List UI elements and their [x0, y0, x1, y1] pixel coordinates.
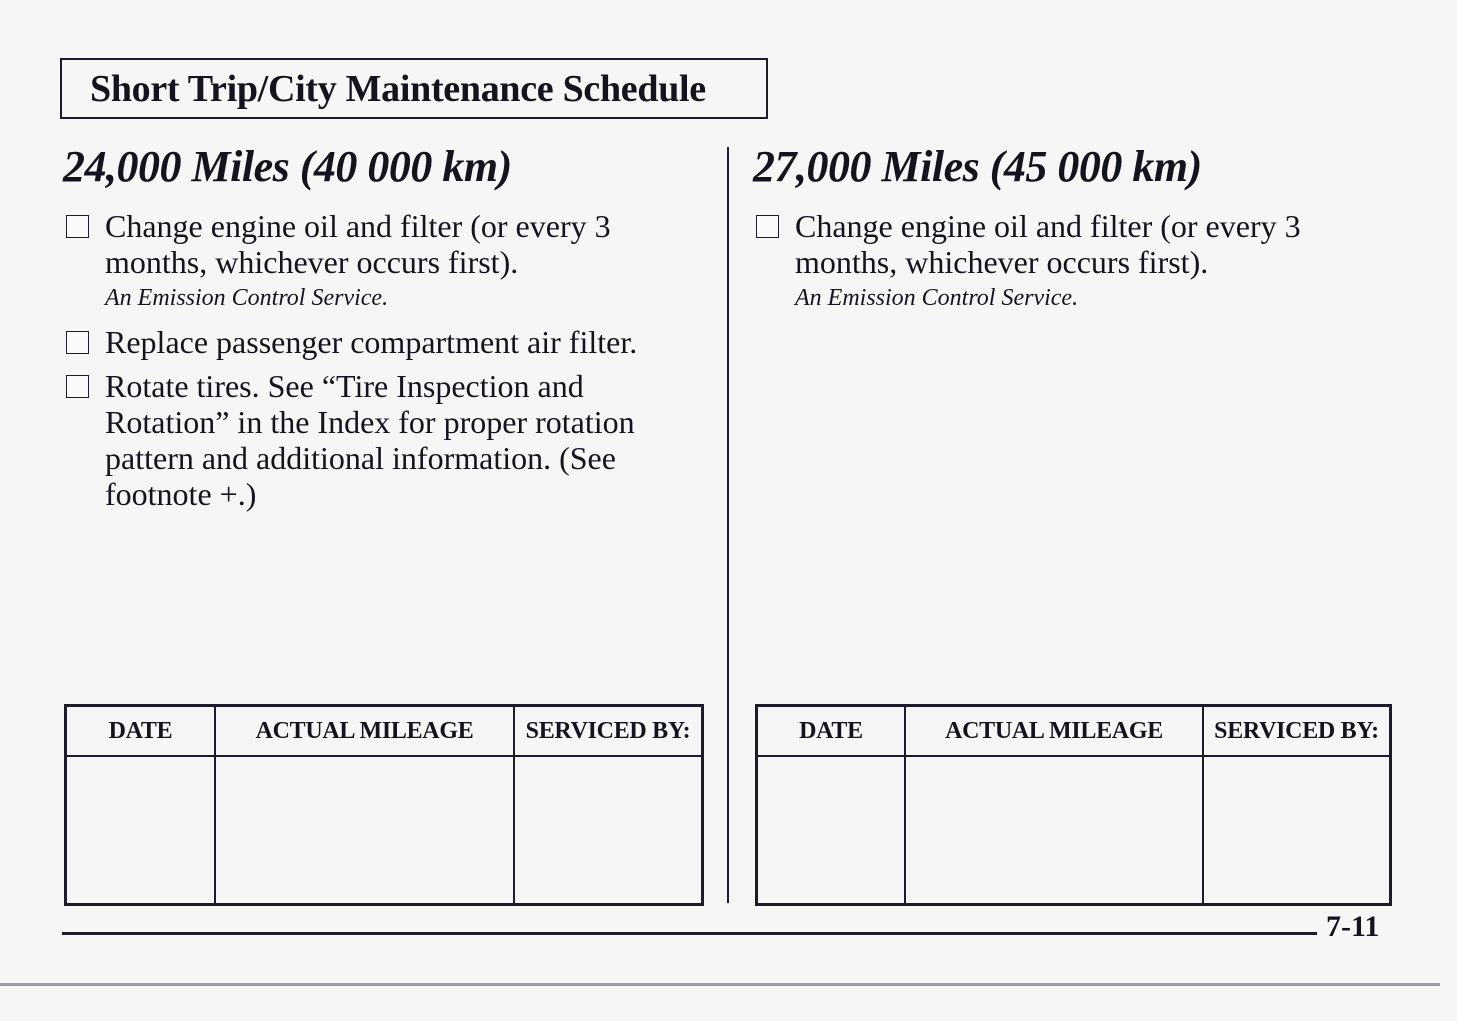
- left-service-log-table: [64, 704, 704, 906]
- left-item-3-text: Rotate tires. See “Tire Inspection and Rotation” in the Index for proper rotation pattern and additional information. (See footnote +.): [105, 368, 635, 512]
- serviced-by-entry-cell[interactable]: [514, 756, 703, 905]
- date-column-header: DATE: [66, 706, 216, 757]
- left-item-2-text: Replace passenger compartment air filter.: [105, 324, 638, 360]
- right-column: [753, 140, 1403, 316]
- checkbox-icon[interactable]: [66, 375, 89, 398]
- right-service-log-table: [755, 704, 1392, 906]
- left-checklist-item-3: [63, 368, 713, 512]
- actual-mileage-column-header: ACTUAL MILEAGE: [905, 706, 1203, 757]
- left-mileage-heading: 24,000 Miles (40 000 km): [63, 142, 512, 191]
- schedule-title: Short Trip/City Maintenance Schedule: [90, 67, 706, 110]
- right-mileage-heading: 27,000 Miles (45 000 km): [753, 142, 1202, 191]
- left-item-1-text: Change engine oil and filter (or every 3 months, whichever occurs first).: [105, 208, 611, 280]
- actual-mileage-column-header: ACTUAL MILEAGE: [215, 706, 514, 757]
- right-checklist-item-1: [753, 208, 1403, 316]
- date-entry-cell[interactable]: [66, 756, 216, 905]
- serviced-by-column-header: SERVICED BY:: [1203, 706, 1391, 757]
- page-number: 7-11: [1326, 910, 1380, 943]
- left-column: [63, 140, 713, 512]
- right-item-1-text: Change engine oil and filter (or every 3 months, whichever occurs first).: [795, 208, 1301, 280]
- schedule-title-box: [60, 58, 768, 119]
- left-item-1-note: An Emission Control Service.: [105, 285, 389, 311]
- left-checklist-item-2: [63, 324, 713, 360]
- date-column-header: DATE: [757, 706, 906, 757]
- right-item-1-note: An Emission Control Service.: [795, 285, 1079, 311]
- column-divider: [727, 147, 729, 903]
- actual-mileage-entry-cell[interactable]: [905, 756, 1203, 905]
- serviced-by-column-header: SERVICED BY:: [514, 706, 703, 757]
- serviced-by-entry-cell[interactable]: [1203, 756, 1391, 905]
- checkbox-icon[interactable]: [66, 215, 89, 238]
- actual-mileage-entry-cell[interactable]: [215, 756, 514, 905]
- checkbox-icon[interactable]: [66, 331, 89, 354]
- page-edge-rule: [0, 983, 1440, 986]
- left-checklist-item-1: [63, 208, 713, 316]
- checkbox-icon[interactable]: [756, 215, 779, 238]
- footer-rule: [62, 932, 1317, 935]
- date-entry-cell[interactable]: [757, 756, 906, 905]
